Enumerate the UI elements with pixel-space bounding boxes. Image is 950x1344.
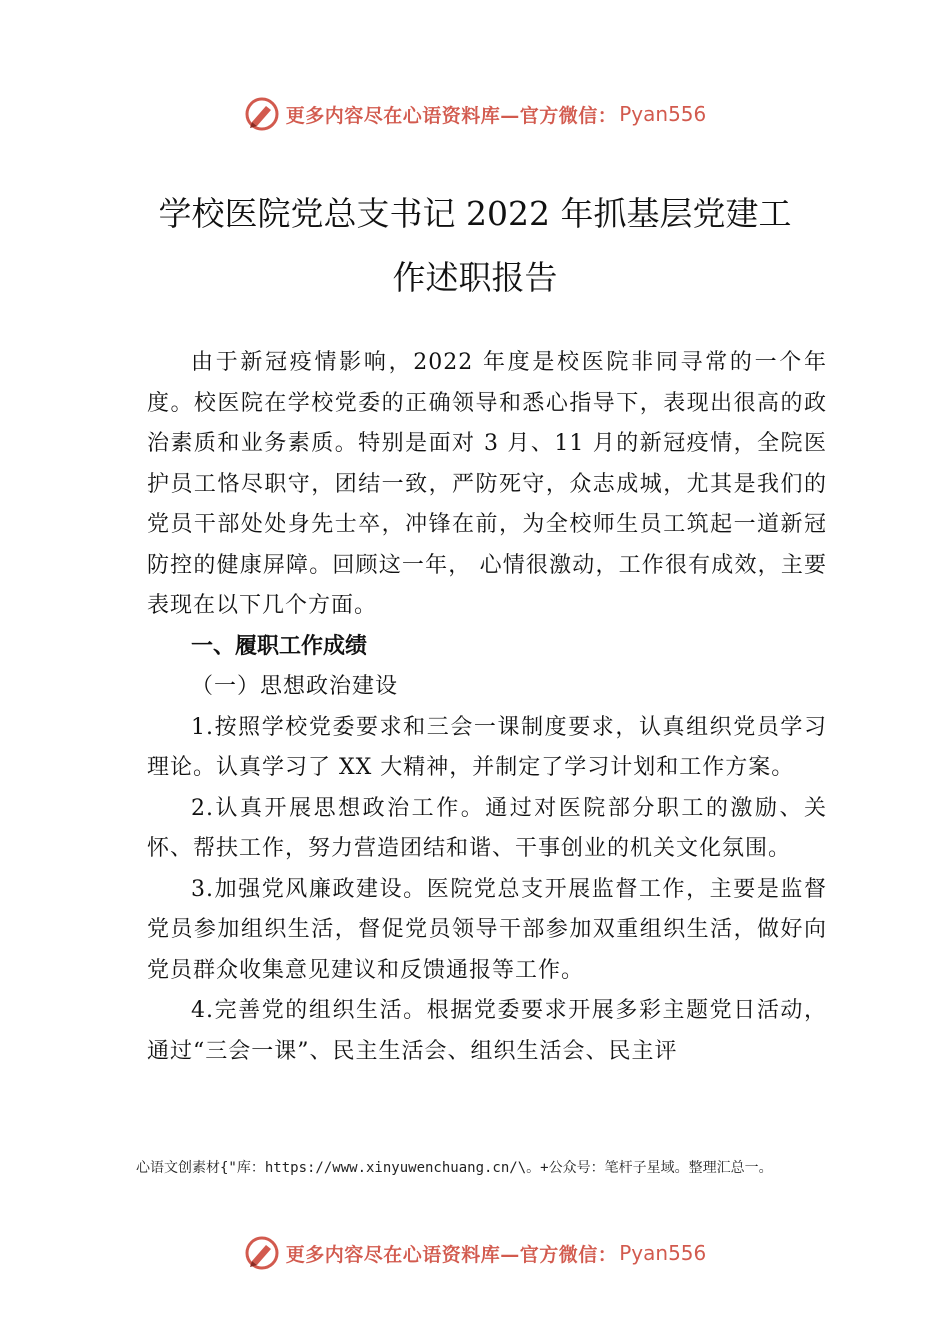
footnote: 心语文创素材{"库：https://www.xinyuwenchuang.cn/\。+公众号：笔杆子星域。整理汇总一。 [136,1160,773,1176]
item-paragraph-1: 1.按照学校党委要求和三会一课制度要求，认真组织党员学习理论。认真学习了 XX 大精神，并制定了学习计划和工作方案。 [147,714,827,780]
document-body [147,343,827,1072]
banner-text: 更多内容尽在心语资料库—官方微信： [285,1243,618,1266]
header-banner [0,92,950,136]
title-line-2: 作述职报告 [392,258,558,297]
item-paragraph-3: 3.加强党风廉政建设。医院党总支开展监督工作，主要是监督党员参加组织生活，督促党员领导干部参加双重组织生活，做好向党员群众收集意见建议和反馈通报等工作。 [147,876,827,983]
banner-wechat-id: Pyan556 [619,102,707,126]
document-title [110,182,840,310]
section-heading: 一、履职工作成绩 [191,633,368,659]
subsection-heading: （一）思想政治建设 [191,674,399,699]
pen-logo-icon [244,1235,280,1271]
item-paragraph-2: 2.认真开展思想政治工作。通过对医院部分职工的激励、关怀、帮扶工作，努力营造团结和谐、干事创业的机关文化氛围。 [147,795,827,861]
banner-text: 更多内容尽在心语资料库—官方微信： [285,104,618,127]
item-paragraph-4: 4.完善党的组织生活。根据党委要求开展多彩主题党日活动，通过“三会一课”、民主生活会、组织生活会、民主评 [147,998,827,1064]
intro-paragraph: 由于新冠疫情影响，2022 年度是校医院非同寻常的一个年度。校医院在学校党委的正确领导和悉心指导下，表现出很高的政治素质和业务素质。特别是面对 3 月、11 月的新冠疫情，全院医护员工恪尽职守，团结一致，严防死守，众志成城，尤其是我们的党员干部处处身先士卒，冲锋在前，为全校师生员工筑起一道新冠防控的健康屏障。回顾这一年， 心情很激动，工作很有成效，主要表现在以下几个方面。 [147,350,827,618]
title-line-1: 学校医院党总支书记 2022 年抓基层党建工 [158,194,792,233]
pen-logo-icon [244,96,280,132]
footer-banner [0,1231,950,1275]
banner-wechat-id: Pyan556 [619,1241,707,1265]
